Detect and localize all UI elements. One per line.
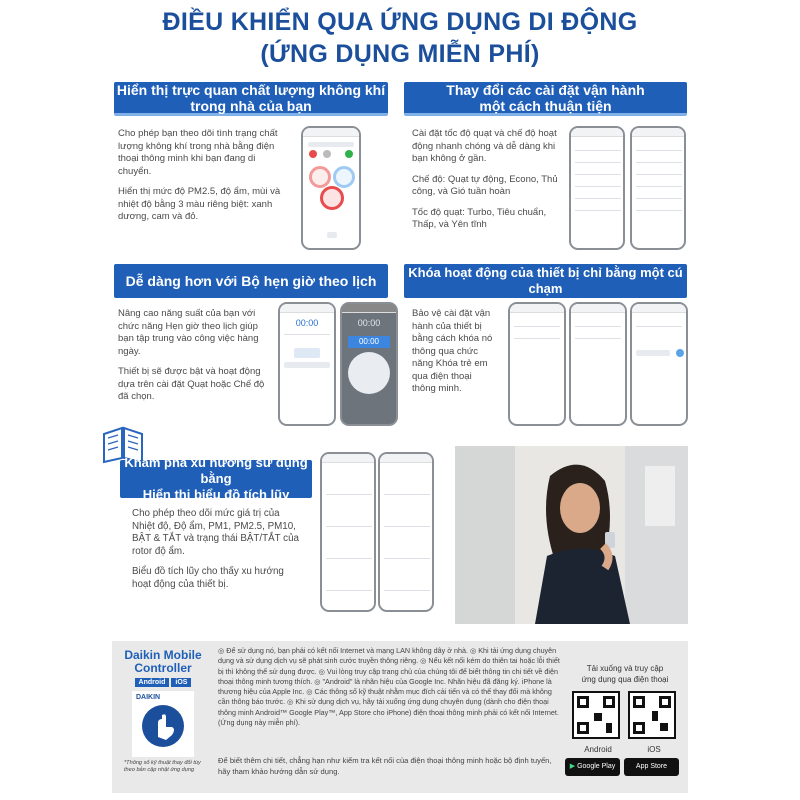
trend-heading [120,455,312,502]
settings-phone-mode [569,126,625,250]
qr-ios-label: iOS [647,745,661,754]
indicator-grey-dot [323,150,331,158]
timer-time-1: 00:00 [295,318,319,328]
timer-selected-time: 00:00 [348,336,390,348]
timer-heading: Dễ dàng hơn với Bộ hẹn giờ theo lịch [114,264,388,298]
app-store-button[interactable] [624,758,679,776]
timer-time-2: 00:00 [357,318,381,328]
trend-phone-1 [320,452,376,612]
settings-heading-line-1: Thay đổi các cài đặt vận hành [446,81,645,98]
title-line-2: (ỨNG DỤNG MIỄN PHÍ) [260,40,540,68]
app-name-line-2: Controller [134,661,192,675]
settings-heading [404,82,687,116]
ios-badge: iOS [171,678,191,687]
trend-phone-2 [378,452,434,612]
indicator-green-dot [345,150,353,158]
footer-more-info: Để biết thêm chi tiết, chẳng hạn như kiểm tra kết nối của điện thoại thông minh hoặc bộ định tuyến, hãy tham khảo hướng dẫn sử dụng. [218,756,552,776]
android-qr-code[interactable] [572,691,620,739]
air-quality-heading [114,82,388,116]
app-name [120,649,206,675]
settings-paragraph-2: Chế độ: Quạt tự động, Econo, Thủ công, và Gió tuần hoàn [412,173,558,197]
timer-paragraph-1: Nâng cao năng suất của bạn với chức năng Hẹn giờ theo lịch giúp bạn tập trung vào công việc hàng ngày. [118,308,259,357]
daikin-app-icon [132,691,194,757]
settings-paragraph-3: Tốc độ quạt: Turbo, Tiêu chuẩn, Thấp, và Yên tĩnh [412,206,547,230]
download-caption-line-2: ứng dụng qua điện thoại [581,675,669,684]
lock-toggle-dot [676,349,684,357]
trend-text [132,508,302,599]
lock-paragraph-1: Bảo vệ cài đặt vận hành của thiết bị bằng cách khóa nó thông qua chức năng Khóa trẻ em qua điện thoại thông minh. [412,308,493,394]
air-quality-heading-line-2: trong nhà của bạn [190,97,312,114]
air-quality-paragraph-2: Hiển thị mức độ PM2.5, độ ẩm, mùi và nhiệt độ bằng 3 màu riêng biệt: xanh dương, cam và đỏ. [118,186,281,222]
footer [112,641,688,793]
app-logo-block [120,649,206,774]
lock-text [412,308,498,404]
settings-phone-fan [630,126,686,250]
lock-heading: Khóa hoạt động của thiết bị chỉ bằng một cú chạm [404,264,687,298]
timer-phone-list [278,302,336,426]
settings-paragraph-1: Cài đặt tốc độ quạt và chế độ hoạt động nhanh chóng và dễ dàng khi bạn không ở gần. [412,128,557,164]
timer-phone-clock [340,302,398,426]
footer-notes: ◎ Để sử dụng nó, bạn phải có kết nối Internet và mạng LAN không dây ở nhà. ◎ Khi tải ứng dụng chuyên dụng và sử dụng dịch vụ sẽ phát sinh cước truyền thông riêng. ◎ Nếu kết nối kém do thiên tai hoặc lỗi thiết bị thì không thể sử dụng được. ◎ Vui lòng truy cập trang chủ của chúng tôi để biết thông tin chi tiết về điện thoại thông minh tương thích. ◎ "Android" là nhãn hiệu của Google Inc. Nhãn hiệu đã đăng ký. iPhone là thương hiệu của Apple Inc. ◎ Các thông số kỹ thuật nhằm mục đích cải tiến và có thể thay đổi mà không cần thông báo trước. ◎ Khi sử dụng dịch vụ, hãy tải xuống ứng dụng chuyên dụng (dành cho điện thoại thông minh Android™ Google Play™, App Store cho iPhone) điện thoại thông minh phải có kết nối Internet. (Ứng dụng này miễn phí). [218,646,560,728]
settings-heading-line-2: một cách thuận tiện [479,97,612,114]
google-play-button[interactable] [565,758,620,776]
woman-using-phone-photo [455,446,688,624]
pm25-red-circle [309,166,331,188]
download-caption-line-1: Tải xuống và truy cập [586,664,664,673]
download-caption [568,663,682,685]
google-play-label: Google Play [577,763,616,770]
app-store-label: App Store [635,763,668,770]
platform-badges [120,678,206,687]
settings-text [412,128,558,240]
air-quality-phone [301,126,361,250]
google-play-icon: ▶ [569,763,576,770]
clock-dial [348,352,390,394]
humidity-blue-circle [333,166,355,188]
air-quality-text [118,128,284,232]
hand-icon [152,713,176,741]
qr-android-label: Android [584,745,612,754]
odor-red-circle [320,186,344,210]
lock-phone-2 [569,302,627,426]
title-line-1: ĐIỀU KHIỂN QUA ỨNG DỤNG DI ĐỘNG [162,8,638,36]
timer-text [118,308,274,412]
lock-phone-1 [508,302,566,426]
trend-paragraph-2: Biểu đồ tích lũy cho thấy xu hướng hoạt động của thiết bị. [132,566,284,590]
ios-qr-code[interactable] [628,691,676,739]
indicator-red-dot [309,150,317,158]
page-title [0,6,800,70]
air-quality-paragraph-1: Cho phép bạn theo dõi tình trạng chất lượng không khí trong nhà bằng điện thoại thông minh khi bạn đang di chuyển. [118,128,278,177]
app-name-line-1: Daikin Mobile [124,648,202,662]
android-badge: Android [135,678,170,687]
image-note: *Thông số kỹ thuật thay đổi tùy theo bản cập nhật ứng dụng [124,760,201,773]
daikin-brand-text: DAIKIN [136,694,161,701]
trend-heading-line-1: Khám phá xu hướng sử dụng bằng [124,455,308,486]
trend-paragraph-1: Cho phép theo dõi mức giá trị của Nhiệt độ, Độ ẩm, PM1, PM2.5, PM10, BẬT & TẮT và trạng thái BẬT/TẮT của rotor độ ẩm. [132,508,299,557]
trend-heading-line-2: Hiển thị biểu đồ tích lũy [142,487,290,502]
air-quality-heading-line-1: Hiển thị trực quan chất lượng không khí [116,81,386,98]
timer-paragraph-2: Thiết bị sẽ được bật và hoạt động dựa trên cài đặt Quạt hoặc Chế độ đã chọn. [118,366,265,402]
lock-phone-3 [630,302,688,426]
